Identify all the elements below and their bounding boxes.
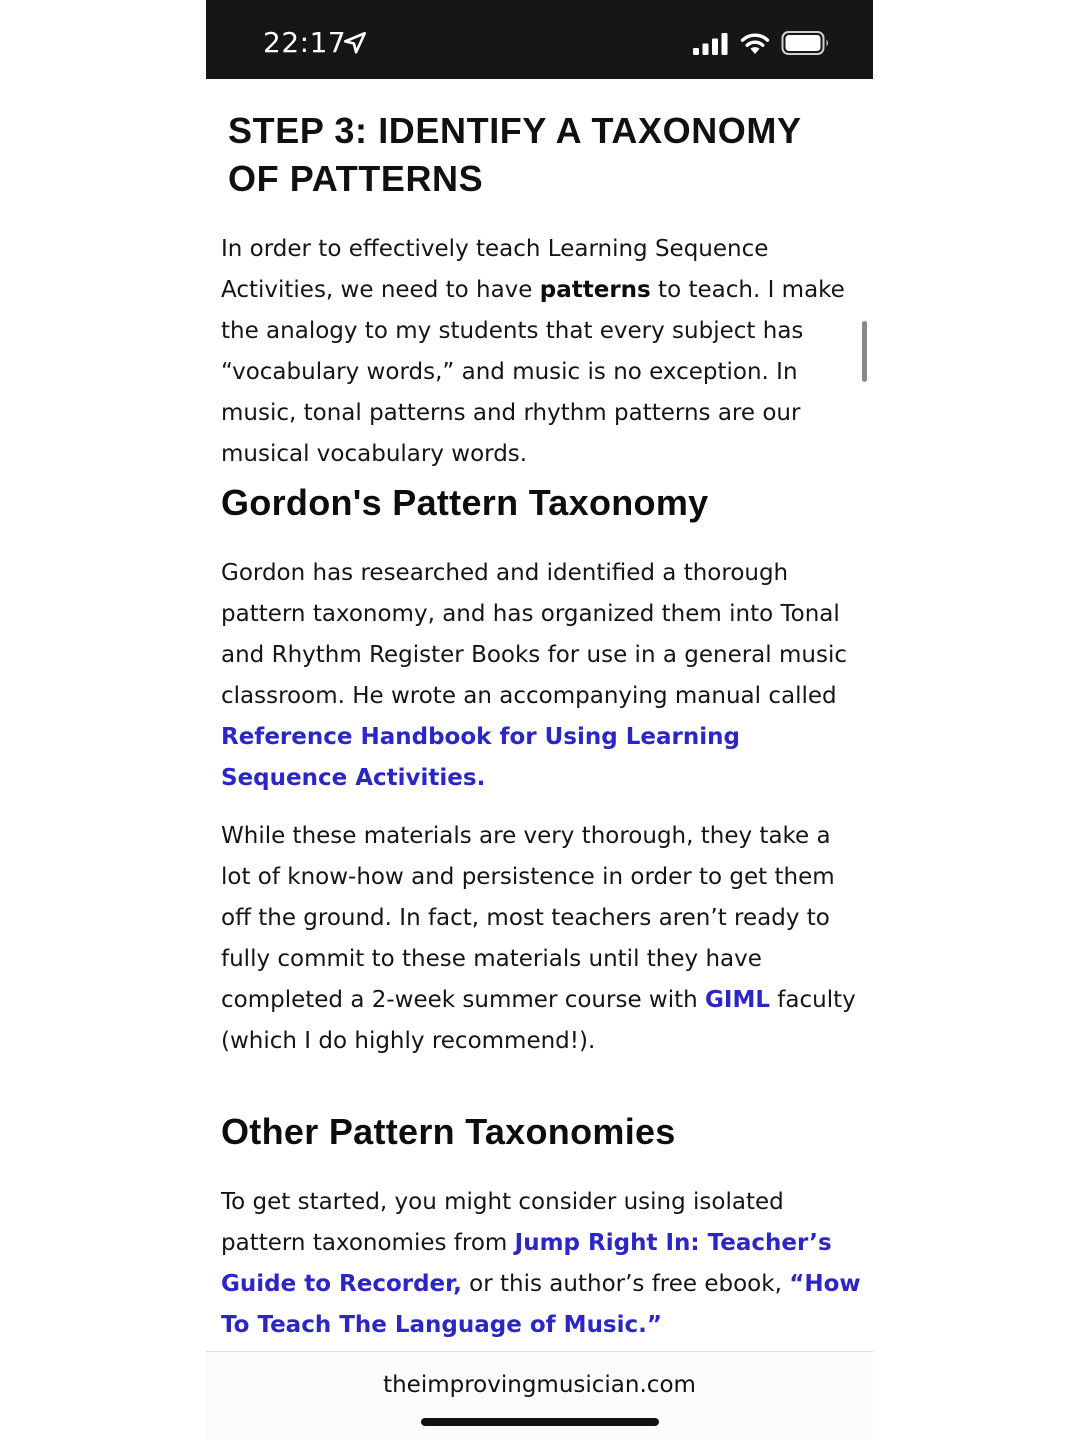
gordon-text: Gordon has researched and identified a thorough pattern taxonomy, and has organized them into Tonal and Rhythm Register Books for use in a general music classroom. He wrote an accompanying manual called [221,560,847,709]
intro-bold-patterns: patterns [539,277,651,303]
other-text-1: To get started, you might consider using isolated pattern taxonomies from [221,1189,784,1256]
step-title: STEP 3: IDENTIFY A TAXONOMY OF PATTERNS [228,110,801,199]
jump-right-in-link[interactable]: Jump Right In: Teacher’s Guide to Recorder, [221,1230,832,1297]
intro-text-2: to teach. I make the analogy to my students that every subject has “vocabulary words,” and music is no exception. In music, tonal patterns and rhythm patterns are our musical vocabulary words. [221,277,845,467]
phone-screen [206,0,873,1440]
status-time: 22:17 [263,26,347,59]
status-bar [206,0,873,79]
battery-icon [781,30,831,56]
home-indicator[interactable] [421,1418,659,1426]
gordon-heading: Gordon's Pattern Taxonomy [221,482,709,523]
other-heading: Other Pattern Taxonomies [221,1111,676,1152]
materials-paragraph [221,816,863,1062]
materials-text-2: faculty (which I do highly recommend!). [221,987,856,1054]
wifi-icon [739,30,771,56]
intro-text-1: In order to effectively teach Learning Sequence Activities, we need to have [221,236,769,303]
browser-bottom-bar [206,1351,873,1440]
location-arrow-icon [342,30,368,56]
how-to-teach-ebook-link[interactable]: “How To Teach The Language of Music.” [221,1271,861,1338]
materials-text-1: While these materials are very thorough, they take a lot of know-how and persistence in order to get them off the ground. In fact, most teachers aren’t ready to fully commit to these materials until they have completed a 2-week summer course with [221,823,835,1013]
reference-handbook-link[interactable]: Reference Handbook for Using Learning Sequence Activities. [221,724,740,791]
scrollbar[interactable] [862,321,867,382]
intro-paragraph [221,229,863,475]
url-display[interactable]: theimprovingmusician.com [383,1372,696,1398]
gordon-paragraph [221,553,863,799]
cellular-signal-icon [693,33,729,55]
other-text-2: or this author’s free ebook, [461,1271,790,1297]
giml-link[interactable]: GIML [705,987,770,1013]
other-paragraph [221,1182,863,1346]
